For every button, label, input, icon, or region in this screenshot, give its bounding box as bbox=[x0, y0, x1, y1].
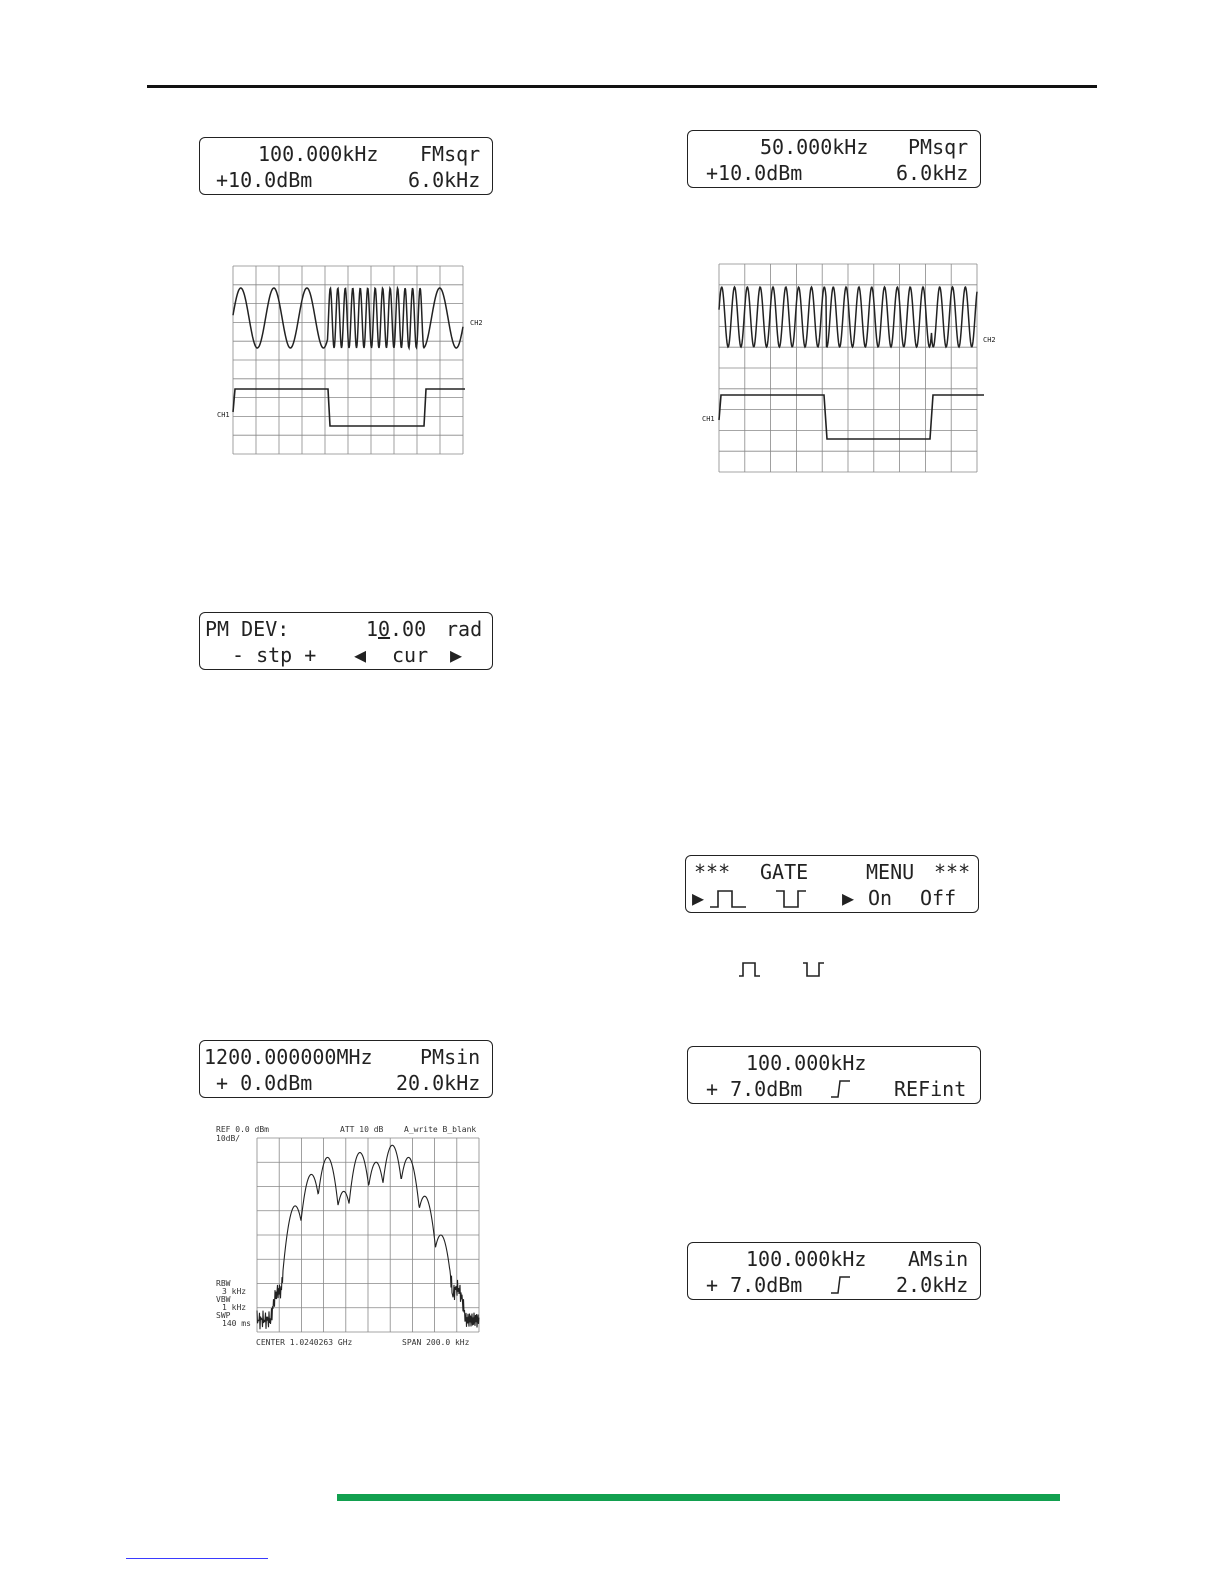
lcd-deviation: 6.0kHz bbox=[408, 168, 481, 192]
gate-title: GATE bbox=[760, 860, 809, 884]
vbw-value: 1 kHz bbox=[222, 1303, 247, 1312]
cursor-left-icon: ◀ bbox=[354, 643, 367, 667]
pm-dev-value-int: 1 bbox=[366, 617, 379, 641]
lcd-mode: FMsqr bbox=[420, 142, 481, 166]
rbw-label: RBW bbox=[216, 1279, 231, 1288]
scope-pm-square bbox=[700, 262, 1005, 474]
cursor-label: cur bbox=[392, 643, 429, 667]
lcd-freq: 1200.000000MHz bbox=[204, 1045, 373, 1069]
pm-dev-cursor-digit: 0 bbox=[378, 617, 391, 641]
lcd-freq: 100.000kHz bbox=[746, 1247, 867, 1271]
ch1-label: CH1 bbox=[217, 411, 230, 419]
lcd-gate-menu bbox=[685, 855, 979, 913]
trace-mode-label: A_write B_blank bbox=[404, 1125, 477, 1134]
gate-positive-pulse-icon bbox=[710, 889, 750, 909]
ref-level-label: REF 0.0 dBm bbox=[216, 1125, 269, 1134]
lcd-pm-square bbox=[687, 130, 981, 188]
pm-dev-value-frac: .00 bbox=[390, 617, 427, 641]
rising-edge-icon bbox=[830, 1275, 852, 1295]
step-control: - stp + bbox=[232, 643, 317, 667]
lcd-level: +10.0dBm bbox=[216, 168, 313, 192]
selection-pointer-icon: ▶ bbox=[692, 886, 705, 910]
bottom-rule bbox=[337, 1494, 1060, 1501]
lcd-deviation: 2.0kHz bbox=[896, 1273, 969, 1297]
negative-pulse-symbol-icon bbox=[802, 960, 826, 978]
pm-dev-unit: rad bbox=[446, 617, 483, 641]
gate-off-option: Off bbox=[920, 886, 957, 910]
lcd-ref-source: REFint bbox=[894, 1077, 967, 1101]
attenuation-label: ATT 10 dB bbox=[340, 1125, 384, 1134]
center-frequency-label: CENTER 1.0240263 GHz bbox=[256, 1338, 353, 1347]
lcd-pm-dev bbox=[199, 612, 493, 670]
lcd-deviation: 6.0kHz bbox=[896, 161, 969, 185]
stars-right: *** bbox=[934, 860, 971, 884]
vbw-label: VBW bbox=[216, 1295, 231, 1304]
stars-left: *** bbox=[694, 860, 731, 884]
top-rule bbox=[147, 85, 1097, 88]
sweep-label: SWP bbox=[216, 1311, 231, 1320]
rising-edge-icon bbox=[830, 1079, 852, 1099]
positive-pulse-symbol-icon bbox=[738, 960, 762, 978]
lcd-freq: 100.000kHz bbox=[258, 142, 379, 166]
ch2-label: CH2 bbox=[983, 336, 996, 344]
ch1-label: CH1 bbox=[702, 415, 715, 423]
span-label: SPAN 200.0 kHz bbox=[402, 1338, 470, 1347]
lcd-level: + 7.0dBm bbox=[706, 1077, 803, 1101]
pm-dev-label: PM DEV: bbox=[205, 617, 290, 641]
on-pointer-icon: ▶ bbox=[842, 886, 855, 910]
gate-negative-pulse-icon bbox=[776, 889, 816, 909]
lcd-am-sin bbox=[687, 1242, 981, 1300]
lcd-freq: 100.000kHz bbox=[746, 1051, 867, 1075]
lcd-mode: PMsqr bbox=[908, 135, 969, 159]
footer-link-underline bbox=[126, 1558, 268, 1559]
lcd-refint bbox=[687, 1046, 981, 1104]
rbw-value: 3 kHz bbox=[222, 1287, 247, 1296]
lcd-level: + 0.0dBm bbox=[216, 1071, 313, 1095]
scale-label: 10dB/ bbox=[216, 1134, 241, 1143]
lcd-deviation: 20.0kHz bbox=[396, 1071, 481, 1095]
menu-label: MENU bbox=[866, 860, 915, 884]
lcd-mode: AMsin bbox=[908, 1247, 969, 1271]
lcd-level: +10.0dBm bbox=[706, 161, 803, 185]
lcd-mode: PMsin bbox=[420, 1045, 481, 1069]
lcd-pm-sin bbox=[199, 1040, 493, 1098]
ch2-label: CH2 bbox=[470, 319, 483, 327]
gate-on-option: On bbox=[868, 886, 893, 910]
sweep-value: 140 ms bbox=[222, 1319, 251, 1328]
cursor-right-icon: ▶ bbox=[450, 643, 463, 667]
spectrum-plot bbox=[212, 1123, 486, 1351]
lcd-fm-square bbox=[199, 137, 493, 195]
lcd-level: + 7.0dBm bbox=[706, 1273, 803, 1297]
lcd-freq: 50.000kHz bbox=[760, 135, 869, 159]
scope-fm-square bbox=[214, 262, 489, 458]
